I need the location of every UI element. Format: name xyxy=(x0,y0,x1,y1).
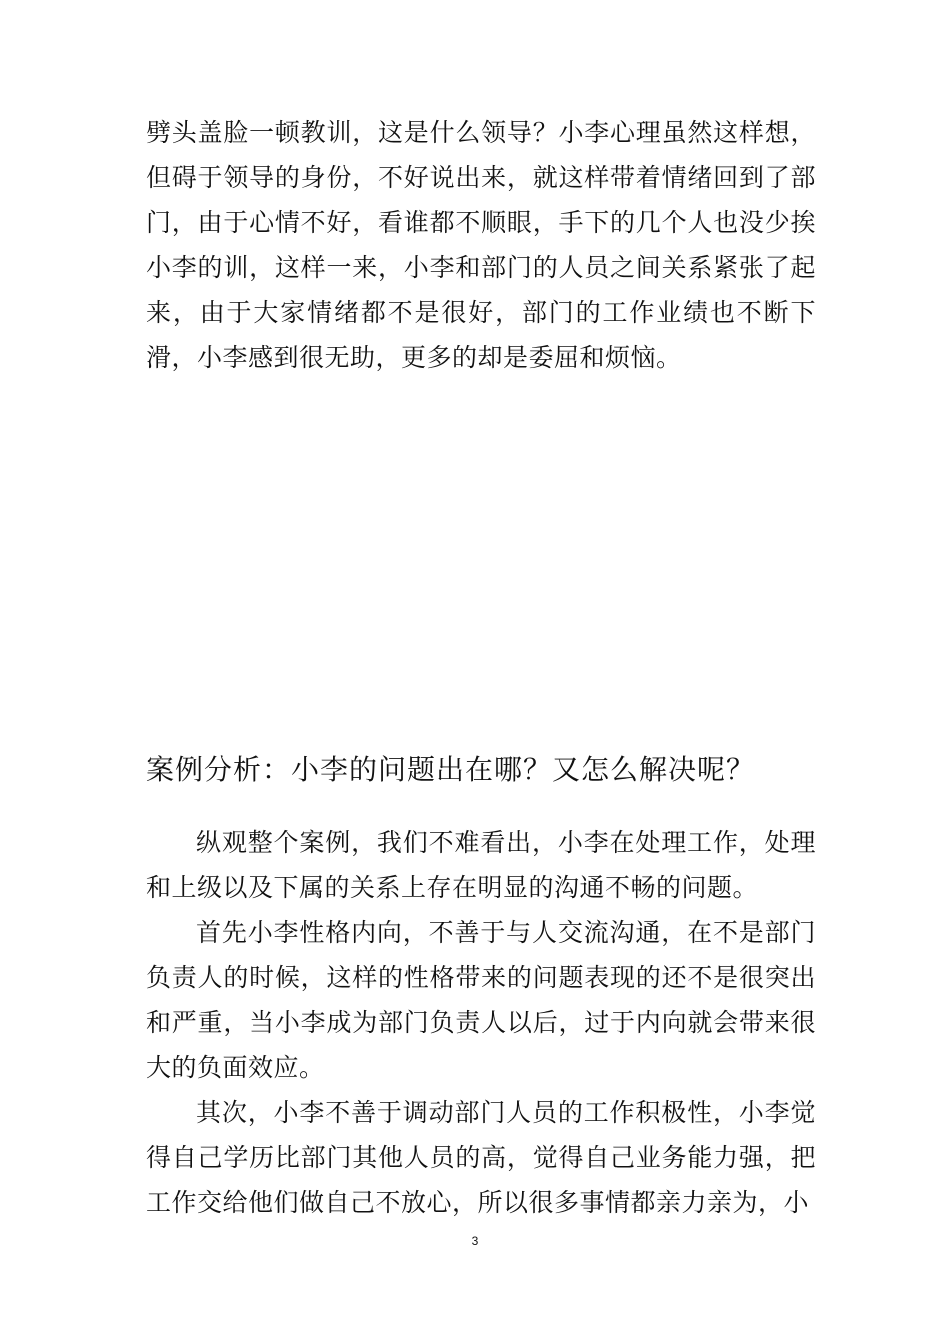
page-number: 3 xyxy=(471,1234,479,1248)
paragraph-4: 其次，小李不善于调动部门人员的工作积极性，小李觉得自己学历比部门其他人员的高，觉得自己业务能力强，把工作交给他们做自己不放心，所以很多事情都亲力亲为，小 xyxy=(146,1098,816,1217)
paragraph-1: 劈头盖脸一顿教训，这是什么领导？小李心理虽然这样想，但碍于领导的身份，不好说出来，就这样带着情绪回到了部门，由于心情不好，看谁都不顺眼，手下的几个人也没少挨小李的训，这样一来，小李和部门的人员之间关系紧张了起来，由于大家情绪都不是很好，部门的工作业绩也不断下滑，小李感到很无助，更多的却是委屈和烦恼。 xyxy=(146,118,816,372)
section-heading: 案例分析：小李的问题出在哪？又怎么解决呢？ xyxy=(146,753,756,786)
paragraph-3: 首先小李性格内向，不善于与人交流沟通，在不是部门负责人的时候，这样的性格带来的问题表现的还不是很突出和严重，当小李成为部门负责人以后，过于内向就会带来很大的负面效应。 xyxy=(146,918,816,1082)
paragraph-2: 纵观整个案例，我们不难看出，小李在处理工作，处理和上级以及下属的关系上存在明显的沟通不畅的问题。 xyxy=(146,828,816,902)
